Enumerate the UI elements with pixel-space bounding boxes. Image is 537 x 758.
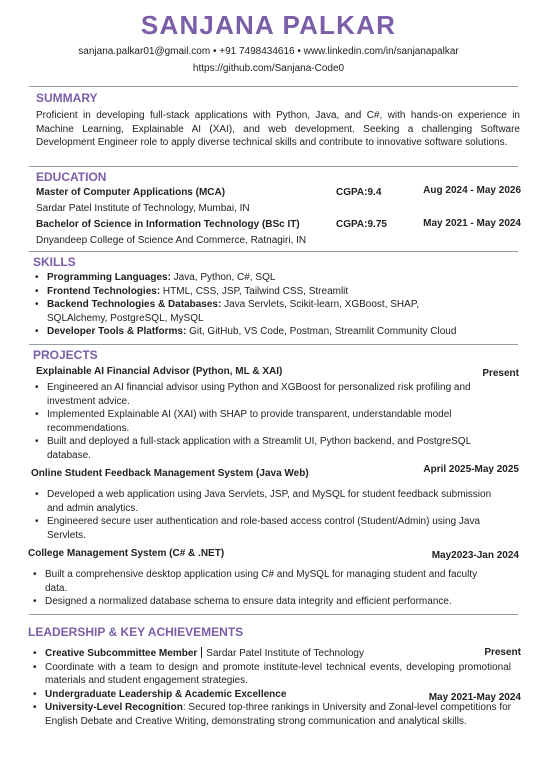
- project-dates: May2023-Jan 2024: [431, 550, 519, 561]
- skill-label: Programming Languages:: [47, 272, 171, 283]
- divider: [29, 166, 518, 167]
- list-item: [33, 298, 467, 325]
- project-name: College Management System (C# & .NET): [28, 548, 225, 559]
- divider: [29, 614, 518, 615]
- summary-text: Proficient in developing full-stack applications with Python, Java, and C#, with hands-on experience in Machine Learning, Explainable AI (XAI), and web development. Seeking a challenging Software Development Engineer role to apply diverse technical skills and contribute to innovative software solutions.: [36, 110, 520, 148]
- leadership-dates: May 2021-May 2024: [428, 692, 521, 703]
- list-item: [33, 285, 513, 299]
- list-item: • Built and deployed a full-stack application with a Streamlit UI, Python backend, and PostgreSQL database.: [33, 435, 495, 462]
- leadership-role: Creative Subcommittee Member: [45, 648, 198, 659]
- list-item: [31, 647, 511, 661]
- skill-value: Git, GitHub, VS Code, Postman, Streamlit Community Cloud: [186, 326, 457, 337]
- leadership-title: Undergraduate Leadership & Academic Excellence: [45, 688, 287, 700]
- project-bullets: [31, 568, 501, 609]
- projects-heading: PROJECTS: [33, 348, 98, 362]
- skills-list: [33, 271, 513, 339]
- contact-line: sanjana.palkar01@gmail.com • +91 7498434616 • www.linkedin.com/in/sanjanapalkar: [78, 46, 459, 57]
- leadership-heading: LEADERSHIP & KEY ACHIEVEMENTS: [28, 625, 244, 639]
- list-item: • Engineered an AI financial advisor using Python and XGBoost for personalized risk profiling and investment advice.: [33, 381, 495, 408]
- education-cgpa: CGPA:9.4: [336, 187, 382, 198]
- skill-label: Frontend Technologies:: [47, 285, 161, 297]
- education-heading: EDUCATION: [36, 170, 107, 184]
- education-cgpa: CGPA:9.75: [336, 219, 387, 230]
- education-school: Sardar Patel Institute of Technology, Mumbai, IN: [36, 203, 250, 214]
- divider: [29, 251, 518, 252]
- list-item: • Developed a web application using Java Servlets, JSP, and MySQL for student feedback submission and admin analytics.: [33, 488, 503, 515]
- list-item: [33, 325, 513, 339]
- education-school: Dnyandeep College of Science And Commerce, Ratnagiri, IN: [36, 235, 307, 246]
- skill-label: Backend Technologies & Databases:: [47, 299, 222, 310]
- project-name: Explainable AI Financial Advisor (Python, ML & XAI): [36, 366, 283, 377]
- achievement-text: : Secured top-three rankings in University and Zonal-level competitions for English Debate and Creative Writing, demonstrating strong communication and analytical skills.: [45, 702, 512, 727]
- separator: [201, 647, 202, 658]
- summary-heading: SUMMARY: [36, 91, 98, 105]
- list-item: [33, 271, 513, 285]
- list-item: • Implemented Explainable AI (XAI) with SHAP to provide transparent, understandable model recommendations.: [33, 408, 495, 435]
- education-dates: May 2021 - May 2024: [423, 218, 521, 229]
- education-degree: Bachelor of Science in Information Technology (BSc IT): [36, 219, 300, 230]
- list-item: [31, 701, 511, 728]
- leadership-dates: Present: [484, 647, 521, 658]
- divider: [29, 344, 518, 345]
- github-link[interactable]: https://github.com/Sanjana-Code0: [192, 63, 345, 74]
- skill-value: HTML, CSS, JSP, Tailwind CSS, Streamlit: [160, 285, 349, 297]
- education-degree: Master of Computer Applications (MCA): [36, 187, 226, 198]
- education-dates: Aug 2024 - May 2026: [423, 185, 521, 196]
- skill-label: Developer Tools & Platforms:: [47, 326, 187, 337]
- list-item: • Designed a normalized database schema to ensure data integrity and efficient performance.: [31, 595, 501, 609]
- achievement-label: University-Level Recognition: [45, 702, 183, 713]
- leadership-list: [31, 647, 511, 728]
- leadership-org: Sardar Patel Institute of Technology: [206, 648, 364, 659]
- list-item: • Coordinate with a team to design and promote institute-level technical events, developing promotional materials and student engagement strategies.: [31, 661, 511, 688]
- project-bullets: [33, 381, 495, 462]
- skill-value: Java Servlets, Scikit-learn, XGBoost, SHAP, SQLAlchemy, PostgreSQL, MySQL: [47, 299, 419, 324]
- divider: [29, 86, 518, 87]
- project-dates: Present: [482, 368, 519, 379]
- project-bullets: [33, 488, 503, 542]
- list-item: • Engineered secure user authentication and role-based access control (Student/Admin) using Java Servlets.: [33, 515, 503, 542]
- list-item: • Built a comprehensive desktop application using C# and MySQL for managing student and faculty data.: [31, 568, 501, 595]
- project-name: Online Student Feedback Management System (Java Web): [31, 468, 309, 479]
- skills-heading: SKILLS: [33, 255, 76, 269]
- skill-value: Java, Python, C#, SQL: [170, 272, 276, 283]
- project-dates: April 2025-May 2025: [423, 464, 519, 475]
- candidate-name: SANJANA PALKAR: [140, 10, 397, 40]
